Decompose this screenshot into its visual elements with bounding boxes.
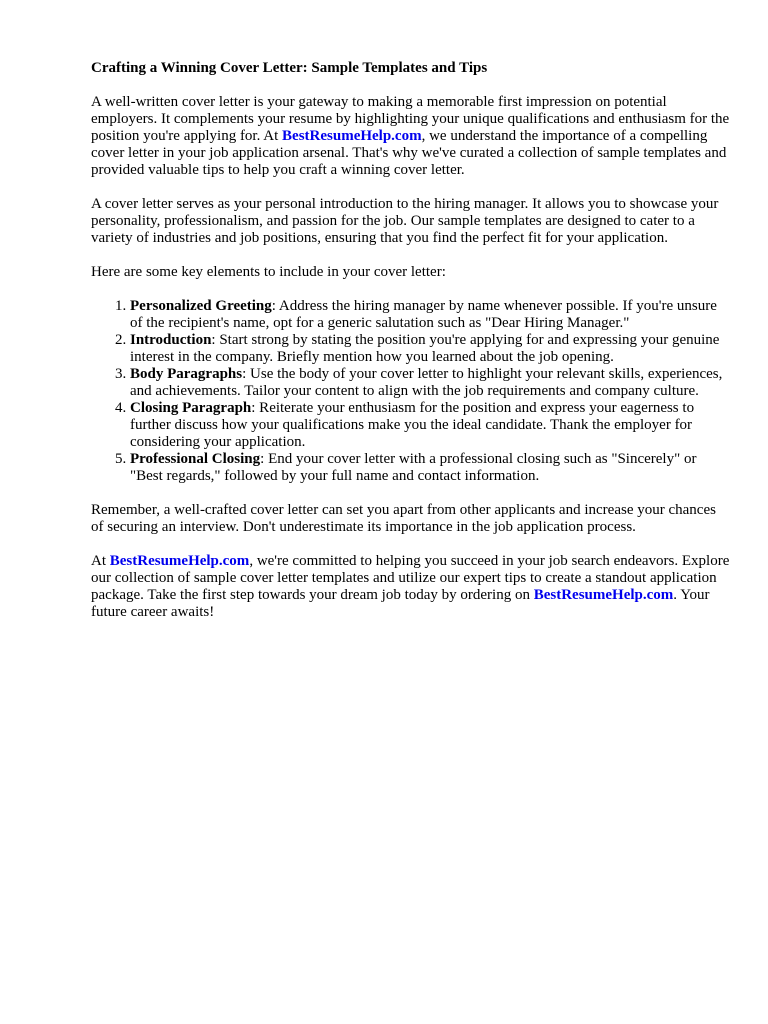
closing-text-end: . Your future career awaits! — [91, 587, 710, 620]
closing-text-middle: , we're committed to helping you succeed in your job search endeavors. Explore our collection of sample cover letter templates and utilize our expert tips to create a standout application package. Take the first step towards your dream job today by ordering on — [91, 553, 730, 603]
list-item — [130, 451, 731, 485]
intro-paragraph — [91, 94, 731, 179]
key-elements-list — [91, 298, 731, 485]
bestresumehelp-link[interactable]: BestResumeHelp.com — [282, 128, 422, 144]
list-item — [130, 298, 731, 332]
list-item-text: : Use the body of your cover letter to highlight your relevant skills, experiences, and achievements. Tailor your content to align with the job requirements and company culture. — [130, 366, 723, 399]
bestresumehelp-link[interactable]: BestResumeHelp.com — [533, 587, 674, 603]
list-item-term: Closing Paragraph — [130, 400, 252, 416]
closing-text-start: At — [91, 553, 110, 569]
list-item — [130, 332, 731, 366]
list-item-term: Introduction — [130, 332, 212, 348]
closing-paragraph — [91, 553, 731, 621]
list-item-term: Body Paragraphs — [130, 366, 243, 382]
list-item-term: Personalized Greeting — [130, 298, 272, 314]
list-intro-paragraph: Here are some key elements to include in your cover letter: — [91, 264, 446, 280]
document-title: Crafting a Winning Cover Letter: Sample Templates and Tips — [91, 60, 488, 76]
document-page — [91, 59, 731, 638]
intro-text-end: , we understand the importance of a compelling cover letter in your job application arsenal. That's why we've curated a collection of sample templates and provided valuable tips to help you craft a winning cover letter. — [91, 128, 727, 178]
reminder-paragraph: Remember, a well-crafted cover letter can set you apart from other applicants and increase your chances of securing an interview. Don't underestimate its importance in the job application process. — [91, 502, 716, 535]
list-item — [130, 366, 731, 400]
list-item-text: : Address the hiring manager by name whenever possible. If you're unsure of the recipient's name, opt for a generic salutation such as "Dear Hiring Manager." — [130, 298, 717, 331]
list-item-text: : Reiterate your enthusiasm for the position and express your eagerness to further discuss how your qualifications make you the ideal candidate. Thank the employer for considering your application. — [130, 400, 695, 450]
list-item-text: : End your cover letter with a professional closing such as "Sincerely" or "Best regards," followed by your full name and contact information. — [130, 451, 697, 484]
list-item-text: : Start strong by stating the position you're applying for and expressing your genuine interest in the company. Briefly mention how you learned about the job opening. — [130, 332, 720, 365]
list-item-term: Professional Closing — [130, 451, 261, 467]
intro-text-start: A well-written cover letter is your gateway to making a memorable first impression on potential employers. It complements your resume by highlighting your unique qualifications and enthusiasm for the position you're applying for. At — [91, 94, 730, 144]
bestresumehelp-link[interactable]: BestResumeHelp.com — [109, 553, 250, 569]
list-item — [130, 400, 731, 451]
purpose-paragraph: A cover letter serves as your personal introduction to the hiring manager. It allows you to showcase your personality, professionalism, and passion for the job. Our sample templates are designed to cater to a variety of industries and job positions, ensuring that you find the perfect fit for your application. — [91, 196, 719, 246]
